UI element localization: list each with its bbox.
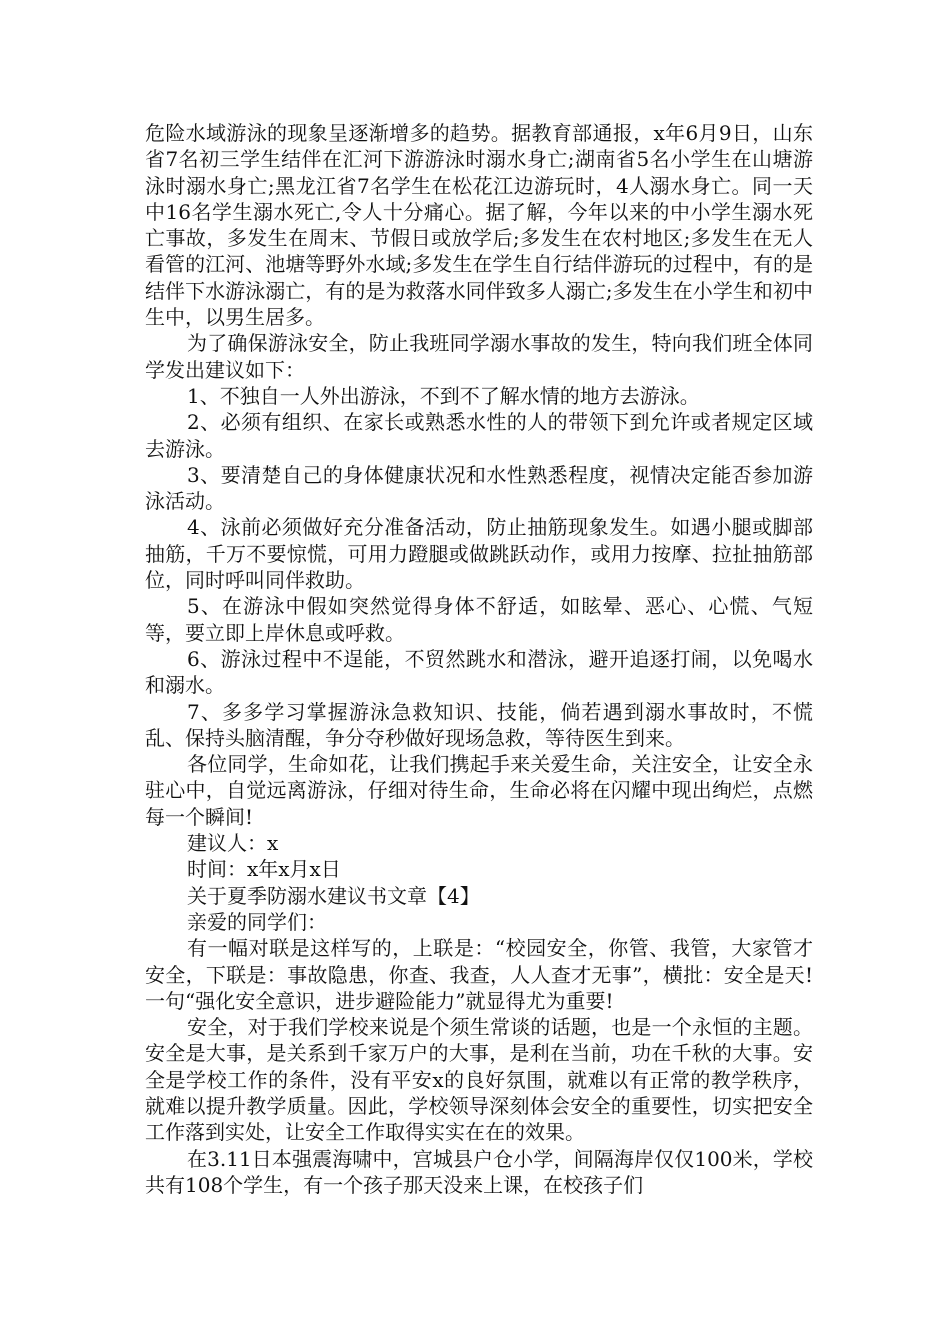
proposal-item-6: 6、游泳过程中不逞能，不贸然跳水和潜泳，避开追逐打闹，以免喝水和溺水。	[145, 646, 813, 698]
proposal-item-7: 7、多多学习掌握游泳急救知识、技能，倘若遇到溺水事故时，不慌乱、保持头脑清醒，争分夺秒做好现场急救，等待医生到来。	[145, 699, 813, 750]
couplet-paragraph: 有一幅对联是这样写的，上联是：“校园安全，你管、我管，大家管才安全，下联是：事故隐患，你查、我查，人人查才无事”，横批：安全是天!一句“强化安全意识，进步避险能力”就显得尤为重要!	[145, 936, 813, 1013]
proposal-item-5: 5、在游泳中假如突然觉得身体不舒适，如眩晕、恶心、心慌、气短等，要立即上岸休息或呼救。	[145, 594, 813, 645]
proposal-item-2: 2、必须有组织、在家长或熟悉水性的人的带领下到允许或者规定区域去游泳。	[145, 410, 813, 461]
document-page	[145, 120, 813, 1198]
proposer-line: 建议人：x	[187, 831, 279, 856]
proposal-item-3: 3、要清楚自己的身体健康状况和水性熟悉程度，视情决定能否参加游泳活动。	[145, 462, 813, 514]
date-line: 时间：x年x月x日	[187, 857, 341, 882]
intro-paragraph: 危险水域游泳的现象呈逐渐增多的趋势。据教育部通报，x年6月9日，山东省7名初三学生结伴在汇河下游游泳时溺水身亡;湖南省5名小学生在山塘游泳时溺水身亡;黑龙江省7名学生在松花江边游玩时，4人溺水身亡。同一天中16名学生溺水死亡,令人十分痛心。据了解，今年以来的中小学生溺水死亡事故，多发生在周末、节假日或放学后;多发生在农村地区;多发生在无人看管的江河、池塘等野外水域;多发生在学生自行结伴游玩的过程中，有的是结伴下水游泳溺亡，有的是为救落水同伴致多人溺亡;多发生在小学生和初中生中，以男生居多。	[145, 121, 813, 330]
salutation-line: 亲爱的同学们：	[187, 909, 327, 934]
tsunami-paragraph: 在3.11日本强震海啸中，宫城县户仓小学，间隔海岸仅仅100米，学校共有108个学生，有一个孩子那天没来上课，在校孩子们	[145, 1146, 813, 1197]
safety-topic-paragraph: 安全，对于我们学校来说是个须生常谈的话题，也是一个永恒的主题。安全是大事，是关系到千家万户的大事，是利在当前，功在千秋的大事。安全是学校工作的条件，没有平安x的良好氛围，就难以有正常的教学秩序，就难以提升教学质量。因此，学校领导深刻体会安全的重要性，切实把安全工作落到实处，让安全工作取得实实在在的效果。	[145, 1015, 813, 1145]
proposal-intro-paragraph: 为了确保游泳安全，防止我班同学溺水事故的发生，特向我们班全体同学发出建议如下：	[145, 331, 813, 382]
article-heading: 关于夏季防溺水建议书文章【4】	[187, 883, 480, 908]
proposal-item-4: 4、泳前必须做好充分准备活动，防止抽筋现象发生。如遇小腿或脚部抽筋，千万不要惊慌，可用力蹬腿或做跳跃动作，或用力按摩、拉扯抽筋部位，同时呼叫同伴救助。	[145, 515, 813, 593]
proposal-item-1: 1、不独自一人外出游泳，不到不了解水情的地方去游泳。	[187, 383, 700, 408]
closing-paragraph: 各位同学，生命如花，让我们携起手来关爱生命，关注安全，让安全永驻心中，自觉远离游泳，仔细对待生命，生命必将在闪耀中现出绚烂，点燃每一个瞬间!	[145, 752, 813, 829]
